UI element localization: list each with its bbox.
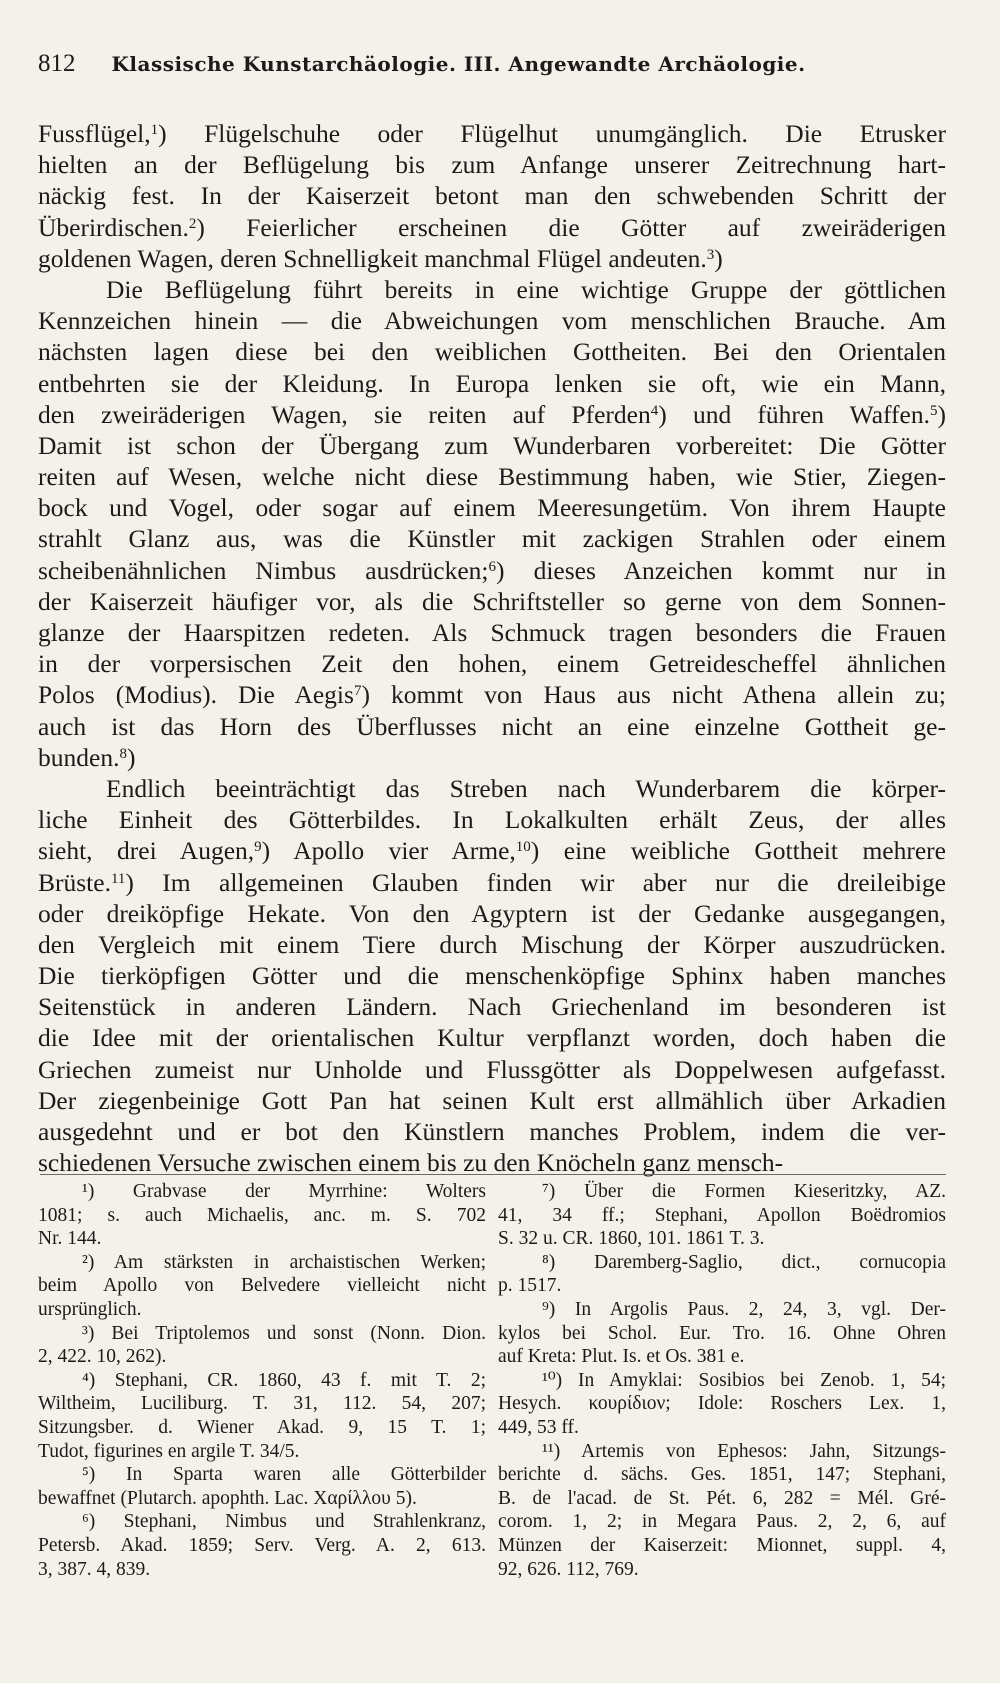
text-segment: Endlich beeinträchtigt das Streben nach Wunderbarem die körper- bbox=[106, 773, 946, 803]
text-segment: der Kaiserzeit häufiger vor, als die Schriftsteller so gerne von dem Sonnen- bbox=[38, 586, 946, 616]
text-segment: den Vergleich mit einem Tiere durch Mischung der Körper auszudrücken. bbox=[38, 929, 946, 959]
footnote-marker: 8 bbox=[119, 745, 127, 762]
text-line bbox=[38, 336, 946, 367]
footnotes-left-column bbox=[38, 1180, 486, 1581]
text-segment: ausgedehnt und er bot den Künstlern manches Problem, indem die ver- bbox=[38, 1117, 946, 1146]
footnote-marker: 1 bbox=[150, 122, 159, 138]
text-line bbox=[38, 1022, 946, 1053]
text-segment: Polos (Modius). Die Aegis bbox=[38, 680, 354, 710]
text-line bbox=[38, 1085, 946, 1116]
text-line bbox=[38, 617, 946, 648]
footnote-line: ⁸) Daremberg-Saglio, dict., cornucopia bbox=[542, 1251, 946, 1273]
footnote bbox=[38, 1510, 486, 1581]
footnote-line: 2, 422. 10, 262). bbox=[38, 1346, 167, 1368]
main-text bbox=[38, 118, 946, 1178]
text-line bbox=[38, 430, 946, 461]
text-segment: ) Flügelschuhe oder Flügelhut unumgänglich. Die Etrusker bbox=[158, 119, 946, 148]
footnote bbox=[38, 1369, 486, 1463]
text-segment: Seitenstück in anderen Ländern. Nach Griechenland im besonderen ist bbox=[38, 992, 946, 1022]
footnote-line: B. de l'acad. de St. Pét. 6, 282 = Mél. Gré- bbox=[498, 1487, 946, 1509]
footnote-line: 3, 387. 4, 839. bbox=[38, 1558, 151, 1580]
text-line bbox=[38, 742, 946, 773]
text-segment: Der ziegenbeinige Gott Pan hat seinen Kult erst allmählich über Arkadien bbox=[38, 1085, 946, 1115]
footnote-marker: 9 bbox=[254, 839, 262, 856]
footnote bbox=[38, 1251, 486, 1322]
text-segment: scheibenähnlichen Nimbus ausdrücken; bbox=[38, 555, 489, 585]
text-segment: Damit ist schon der Übergang zum Wunderbaren vorbereitet: Die Götter bbox=[38, 430, 946, 460]
footnote-line: ¹) Grabvase der Myrrhine: Wolters bbox=[82, 1181, 486, 1202]
text-segment: Brüste. bbox=[38, 867, 111, 897]
footnote-line: 41, 34 ff.; Stephani, Apollon Boëdromios bbox=[498, 1204, 946, 1226]
text-line bbox=[38, 368, 946, 399]
footnote-marker: 3 bbox=[706, 246, 715, 263]
footnote-line: ursprünglich. bbox=[38, 1298, 142, 1320]
footnote-line: ⁹) In Argolis Paus. 2, 24, 3, vgl. Der- bbox=[542, 1298, 946, 1320]
footnote-marker: 11 bbox=[110, 870, 126, 887]
text-line bbox=[38, 804, 946, 835]
text-segment: bunden. bbox=[38, 742, 120, 772]
text-line bbox=[38, 492, 946, 523]
text-segment: Überirdischen. bbox=[38, 212, 189, 242]
text-line bbox=[38, 679, 946, 710]
footnote-separator bbox=[40, 1174, 946, 1175]
footnote-line: bewaffnet (Plutarch. apophth. Lac. Χαρίλλου 5). bbox=[38, 1487, 417, 1509]
footnote-line: Tudot, figurines en argile T. 34/5. bbox=[38, 1440, 300, 1462]
footnote-line: ²) Am stärksten in archaistischen Werken; bbox=[82, 1251, 486, 1273]
footnote-line: Nr. 144. bbox=[38, 1228, 102, 1250]
text-line bbox=[38, 586, 946, 617]
footnote-line: auf Kreta: Plut. Is. et Os. 381 e. bbox=[498, 1346, 745, 1368]
text-segment: Die tierköpfigen Götter und die menschenköpfige Sphinx haben manches bbox=[38, 961, 946, 991]
footnotes-right-column bbox=[498, 1180, 946, 1581]
text-segment: nächsten lagen diese bei den weiblichen Gottheiten. Bei den Orientalen bbox=[38, 337, 946, 367]
text-line bbox=[38, 711, 946, 742]
footnote-marker: 4 bbox=[650, 402, 659, 419]
text-segment: auch ist das Horn des Überflusses nicht an eine einzelne Gottheit ge- bbox=[38, 711, 946, 741]
text-segment: ) dieses Anzeichen kommt nur in bbox=[496, 555, 946, 585]
footnote-line: Wiltheim, Luciliburg. T. 31, 112. 54, 207; bbox=[38, 1393, 486, 1415]
text-segment: Die Beflügelung führt bereits in eine wichtige Gruppe der göttlichen bbox=[106, 274, 946, 304]
text-segment: Kennzeichen hinein — die Abweichungen vom menschlichen Brauche. Am bbox=[38, 306, 946, 336]
text-line bbox=[38, 835, 946, 866]
text-segment: Fussflügel, bbox=[38, 119, 151, 148]
text-segment: in der vorpersischen Zeit den hohen, einem Getreidescheffel ähnlichen bbox=[38, 649, 946, 679]
text-line bbox=[38, 929, 946, 960]
text-line bbox=[38, 898, 946, 929]
footnote-line: ⁷) Über die Formen Kieseritzky, AZ. bbox=[542, 1181, 946, 1202]
text-line bbox=[38, 867, 946, 898]
text-segment: reiten auf Wesen, welche nicht diese Bestimmung haben, wie Stier, Ziegen- bbox=[38, 462, 946, 492]
text-segment: sieht, drei Augen, bbox=[38, 836, 255, 866]
text-line bbox=[38, 180, 946, 211]
text-line bbox=[38, 555, 946, 586]
footnote-line: corom. 1, 2; in Megara Paus. 2, 2, 6, auf bbox=[498, 1511, 946, 1533]
text-segment: die Idee mit der orientalischen Kultur verpflanzt worden, doch haben die bbox=[38, 1023, 946, 1053]
footnote-line: 1081; s. auch Michaelis, anc. m. S. 702 bbox=[38, 1204, 486, 1226]
footnote-line: ⁴) Stephani, CR. 1860, 43 f. mit T. 2; bbox=[82, 1369, 486, 1391]
text-segment: ) bbox=[126, 742, 136, 772]
text-line bbox=[38, 960, 946, 991]
footnote-marker: 7 bbox=[353, 683, 362, 700]
text-segment: glanze der Haarspitzen redeten. Als Schmuck tragen besonders die Frauen bbox=[38, 618, 946, 647]
text-line bbox=[38, 461, 946, 492]
text-line bbox=[38, 305, 946, 336]
text-segment: strahlt Glanz aus, was die Künstler mit zackigen Strahlen oder einem bbox=[38, 524, 946, 554]
text-line bbox=[38, 1054, 946, 1085]
footnote-line: Münzen der Kaiserzeit: Mionnet, suppl. 4, bbox=[498, 1534, 946, 1556]
footnote bbox=[498, 1440, 946, 1582]
text-segment: ) Im allgemeinen Glauben finden wir aber nur die dreileibige bbox=[125, 867, 946, 897]
text-segment: liche Einheit des Götterbildes. In Lokalkulten erhält Zeus, der alles bbox=[38, 805, 946, 835]
text-segment: hielten an der Beflügelung bis zum Anfange unserer Zeitrechnung hart- bbox=[38, 150, 946, 180]
text-line bbox=[38, 991, 946, 1022]
text-line bbox=[38, 243, 946, 274]
footnote bbox=[498, 1251, 946, 1298]
footnote bbox=[38, 1322, 486, 1369]
footnote bbox=[498, 1298, 946, 1369]
footnote-line: ⁵) In Sparta waren alle Götterbilder bbox=[82, 1464, 486, 1486]
page-number: 812 bbox=[38, 50, 76, 77]
footnote-line: Sitzungsber. d. Wiener Akad. 9, 15 T. 1; bbox=[38, 1416, 486, 1438]
text-segment: entbehrten sie der Kleidung. In Europa lenken sie oft, wie ein Mann, bbox=[38, 368, 946, 398]
footnote bbox=[498, 1180, 946, 1251]
footnote bbox=[498, 1369, 946, 1440]
footnote-marker: 10 bbox=[515, 839, 531, 856]
text-line bbox=[38, 118, 946, 149]
text-segment: ) kommt von Haus aus nicht Athena allein zu; bbox=[361, 680, 947, 710]
footnote-line: ⁶) Stephani, Nimbus und Strahlenkranz, bbox=[82, 1511, 486, 1533]
text-line bbox=[38, 149, 946, 180]
text-segment: ) bbox=[937, 399, 946, 429]
text-line bbox=[38, 212, 946, 243]
footnote-marker: 6 bbox=[488, 558, 496, 575]
footnote-line: kylos bei Schol. Eur. Tro. 16. Ohne Ohren bbox=[498, 1322, 946, 1344]
running-header bbox=[38, 50, 958, 90]
text-segment: ) eine weibliche Gottheit mehrere bbox=[530, 836, 946, 866]
footnote-marker: 2 bbox=[188, 215, 197, 232]
text-line bbox=[38, 274, 946, 305]
text-segment: bock und Vogel, oder sogar auf einem Meeresungetüm. Von ihrem Haupte bbox=[38, 493, 946, 523]
footnote-line: ¹¹) Artemis von Ephesos: Jahn, Sitzungs- bbox=[542, 1440, 946, 1462]
text-segment: näckig fest. In der Kaiserzeit betont man den schwebenden Schritt der bbox=[38, 181, 946, 211]
text-line bbox=[38, 1116, 946, 1147]
footnote-line: Petersb. Akad. 1859; Serv. Verg. A. 2, 613. bbox=[38, 1534, 486, 1556]
footnote bbox=[38, 1180, 486, 1251]
footnote-line: ¹⁰) In Amyklai: Sosibios bei Zenob. 1, 54; bbox=[542, 1369, 946, 1391]
text-segment: ) Apollo vier Arme, bbox=[261, 836, 516, 866]
footnote-line: Hesych. κουρίδιον; Idole: Roschers Lex. 1, bbox=[498, 1393, 946, 1415]
footnote-line: p. 1517. bbox=[498, 1275, 562, 1297]
footnote-line: beim Apollo von Belvedere vielleicht nicht bbox=[38, 1275, 486, 1297]
footnote-line: 92, 626. 112, 769. bbox=[498, 1558, 639, 1580]
text-line bbox=[38, 773, 946, 804]
text-line bbox=[38, 523, 946, 554]
text-segment: ) Feierlicher erscheinen die Götter auf zweiräderigen bbox=[196, 212, 946, 242]
text-segment: Griechen zumeist nur Unholde und Flussgötter als Doppelwesen aufgefasst. bbox=[38, 1054, 946, 1084]
footnote-line: S. 32 u. CR. 1860, 101. 1861 T. 3. bbox=[498, 1228, 765, 1250]
footnote-marker: 5 bbox=[930, 402, 938, 419]
text-segment: ) und führen Waffen. bbox=[658, 399, 930, 429]
footnote-line: 449, 53 ff. bbox=[498, 1416, 579, 1438]
text-segment: schiedenen Versuche zwischen einem bis zu den Knöcheln ganz mensch- bbox=[38, 1148, 784, 1178]
text-segment: den zweiräderigen Wagen, sie reiten auf Pferden bbox=[38, 399, 651, 429]
text-line bbox=[38, 399, 946, 430]
text-segment: goldenen Wagen, deren Schnelligkeit manchmal Flügel andeuten. bbox=[38, 243, 707, 273]
footnote-line: ³) Bei Triptolemos und sonst (Nonn. Dion. bbox=[82, 1322, 486, 1344]
footnote bbox=[38, 1463, 486, 1510]
text-segment: oder dreiköpfige Hekate. Von den Agyptern ist der Gedanke ausgegangen, bbox=[38, 898, 946, 928]
running-title: Klassische Kunstarchäologie. III. Angewandte Archäologie. bbox=[111, 52, 806, 76]
text-line bbox=[38, 648, 946, 679]
text-segment: ) bbox=[714, 243, 723, 273]
footnote-line: berichte d. sächs. Ges. 1851, 147; Stephani, bbox=[498, 1464, 946, 1486]
